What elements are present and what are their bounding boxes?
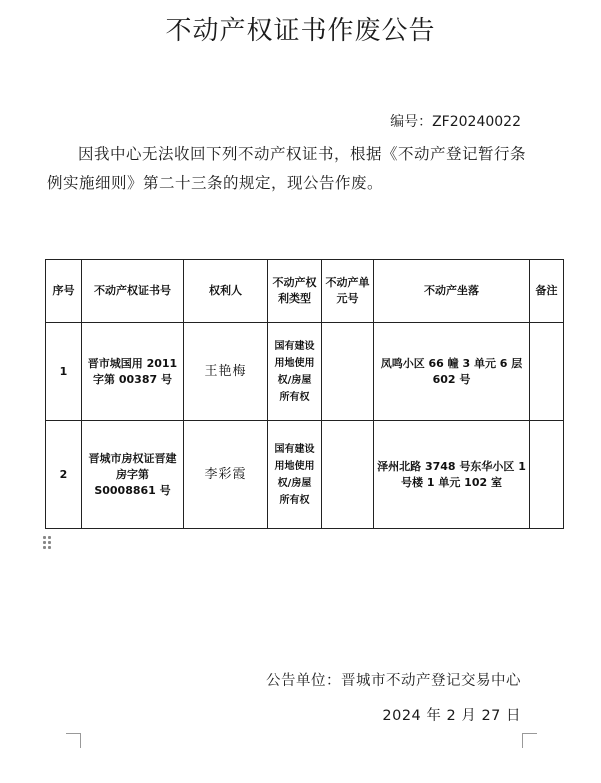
certificate-table bbox=[45, 259, 564, 529]
document-number-value: ZF20240022 bbox=[432, 114, 521, 130]
row-location: 泽州北路 3748 号东华小区 1 号楼 1 单元 102 室 bbox=[374, 421, 530, 529]
page-title: 不动产权证书作废公告 bbox=[165, 16, 436, 46]
header-index: 序号 bbox=[46, 260, 82, 323]
header-owner: 权利人 bbox=[184, 260, 268, 323]
row-index: 1 bbox=[46, 323, 82, 421]
header-location: 不动产坐落 bbox=[374, 260, 530, 323]
row-right-type: 国有建设用地使用权/房屋所有权 bbox=[268, 323, 322, 421]
header-remark: 备注 bbox=[530, 260, 564, 323]
row-remark bbox=[530, 323, 564, 421]
row-unit-number bbox=[322, 323, 374, 421]
row-index: 2 bbox=[46, 421, 82, 529]
row-certificate: 晋市城国用 2011 字第 00387 号 bbox=[82, 323, 184, 421]
row-remark bbox=[530, 421, 564, 529]
page-corner-mark-left bbox=[66, 733, 81, 748]
row-right-type: 国有建设用地使用权/房屋所有权 bbox=[268, 421, 322, 529]
header-certificate: 不动产权证书号 bbox=[82, 260, 184, 323]
row-owner: 李彩霞 bbox=[184, 421, 268, 529]
row-unit-number bbox=[322, 421, 374, 529]
document-number-label: 编号： bbox=[390, 114, 433, 130]
row-certificate: 晋城市房权证晋建房字第 S0008861 号 bbox=[82, 421, 184, 529]
issue-date: 2024 年 2 月 27 日 bbox=[382, 708, 521, 724]
issuer-name: 晋城市不动产登记交易中心 bbox=[341, 673, 521, 689]
table-row bbox=[46, 421, 564, 529]
announcement-body: 因我中心无法收回下列不动产权证书，根据《不动产登记暂行条例实施细则》第二十三条的规定，现公告作废。 bbox=[47, 145, 527, 192]
header-right-type: 不动产权利类型 bbox=[268, 260, 322, 323]
document-number bbox=[390, 111, 521, 131]
table-drag-handle-icon[interactable] bbox=[43, 536, 53, 550]
row-owner: 王艳梅 bbox=[184, 323, 268, 421]
header-unit-number: 不动产单元号 bbox=[322, 260, 374, 323]
issuer-line bbox=[266, 669, 521, 690]
issuer-label: 公告单位： bbox=[266, 673, 341, 689]
table-header-row bbox=[46, 260, 564, 323]
row-location: 凤鸣小区 66 幢 3 单元 6 层 602 号 bbox=[374, 323, 530, 421]
page-corner-mark-right bbox=[522, 733, 537, 748]
table-row bbox=[46, 323, 564, 421]
